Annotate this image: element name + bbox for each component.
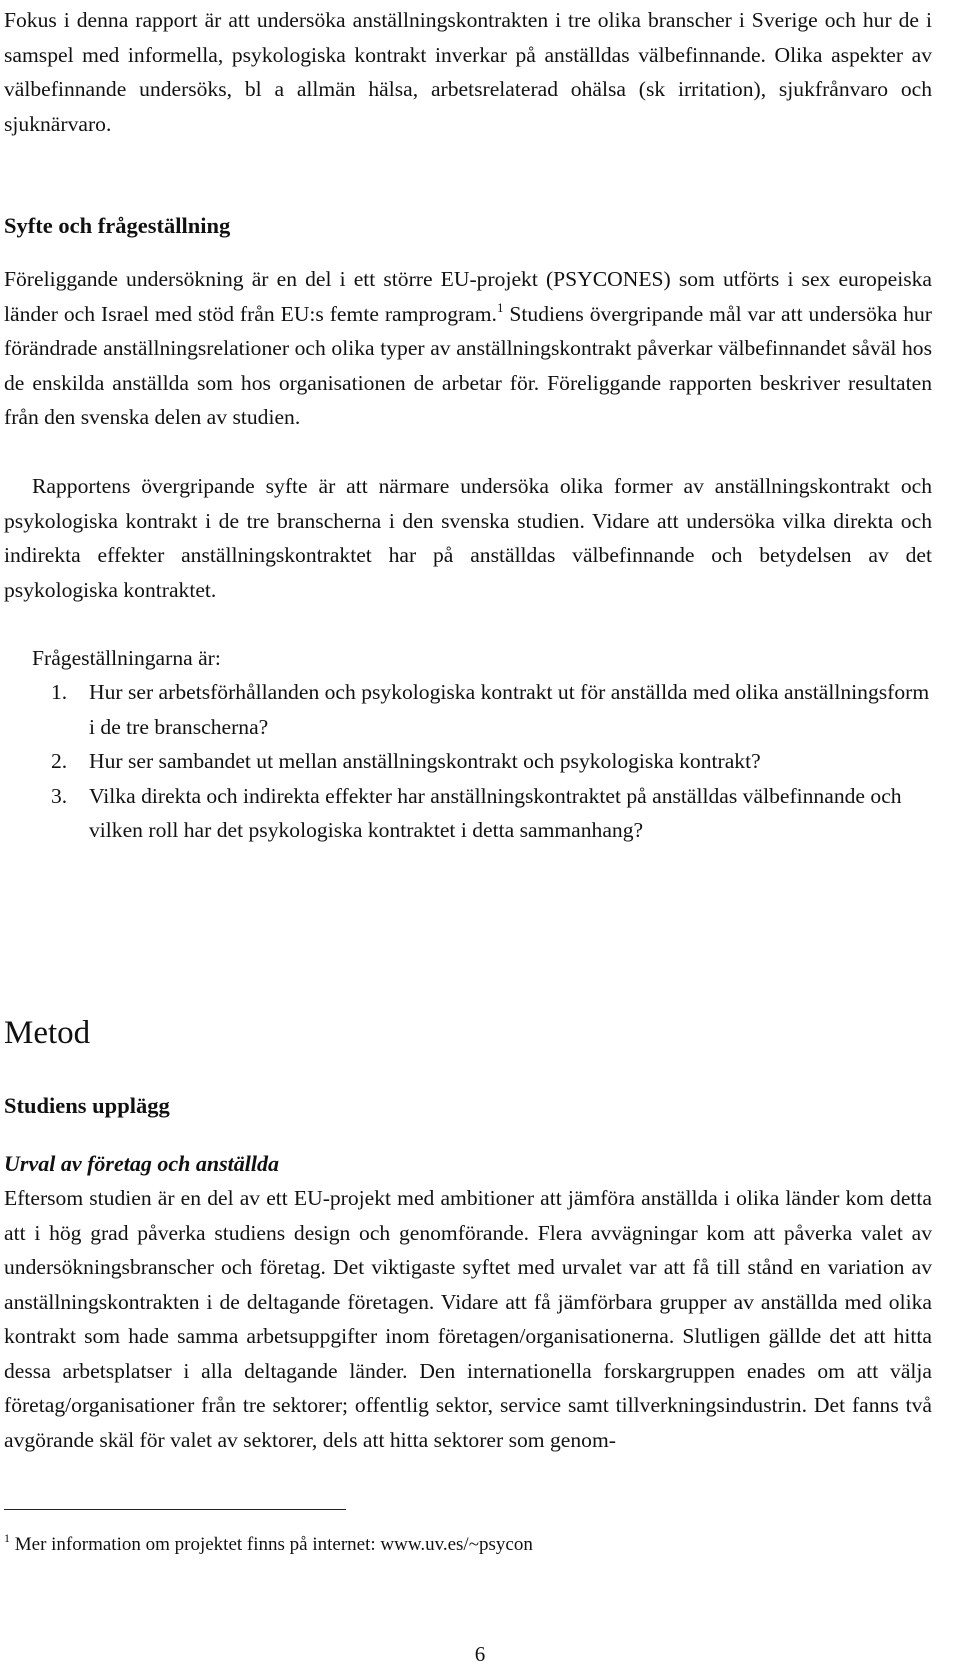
list-item-text: Hur ser arbetsförhållanden och psykologiska kontrakt ut för anställda med olika anställningsform i de tre branscherna? xyxy=(89,680,930,739)
footnote-reference[interactable]: 1 xyxy=(496,299,504,315)
list-item-text: Vilka direkta och indirekta effekter har anställningskontraktet på anställdas välbefinnande och vilken roll har det psykologiska kontraktet i detta sammanhang? xyxy=(89,783,902,842)
purpose-heading: Syfte och frågeställning xyxy=(4,213,231,238)
list-item-number: 3. xyxy=(51,783,68,808)
study-design-heading: Studiens upplägg xyxy=(4,1093,170,1118)
purpose-paragraph-1-rest: Studiens övergripande mål var att undersöka hur förändrade anställningsrelationer och olika typer av anställningskontrakt påverkar välbefinnandet såväl hos de enskilda anställda som hos organisationen de arbetar för. Föreliggande rapporten beskriver resultaten från den svenska delen av studien. xyxy=(4,301,932,429)
list-item xyxy=(0,744,932,779)
footnote xyxy=(4,1533,533,1557)
list-item-number: 2. xyxy=(51,749,68,773)
footnote-divider xyxy=(4,1509,346,1510)
method-paragraph: Eftersom studien är en del av ett EU-projekt med ambitioner att jämföra anställda i olika länder kom detta att i hög grad påverka studiens design och genomförande. Flera avvägningar kom att påverka valet av undersökningsbranscher och företag. Det viktigaste syftet med urvalet var att få till stånd en variation av anställningskontrakten i de deltagande företagen. Vidare att få jämförbara grupper av anställda med olika kontrakt som hade samma arbetsuppgifter inom företagen/organisationerna. Slutligen gällde det att hitta dessa arbetsplatser i alla deltagande länder. Den internationella forskargruppen enades om att välja företag/organisationer från tre sektorer; offentlig sektor, service samt tillverkningsindustrin. Det fanns två avgörande skäl för valet av sektorer, dels att hitta sektorer som genom- xyxy=(4,1186,932,1452)
footnote-text: Mer information om projektet finns på internet: www.uv.es/~psycon xyxy=(10,1534,533,1555)
list-item xyxy=(0,779,932,848)
footnote-marker: 1 xyxy=(4,1531,10,1545)
list-item-number: 1. xyxy=(51,680,68,704)
questions-list xyxy=(0,675,932,848)
purpose-paragraph-2: Rapportens övergripande syfte är att närmare undersöka olika former av anställningskontrakt och psykologiska kontrakt i de tre branscherna i den svenska studien. Vidare att undersöka vilka direkta och indirekta effekter anställningskontraktet har på anställdas välbefinnande och betydelsen av det psykologiska kontraktet. xyxy=(4,474,932,602)
page-number: 6 xyxy=(474,1642,486,1666)
sample-subheading: Urval av företag och anställda xyxy=(4,1151,279,1176)
questions-intro: Frågeställningarna är: xyxy=(32,646,221,670)
list-item-text: Hur ser sambandet ut mellan anställningskontrakt och psykologiska kontrakt? xyxy=(89,749,761,773)
method-heading: Metod xyxy=(4,1015,91,1051)
list-item xyxy=(0,675,932,744)
purpose-paragraph-1 xyxy=(4,262,932,435)
purpose-paragraph-1-start: Föreliggande undersökning är en del i ett större EU-projekt (PSYCONES) som utförts i sex europeiska länder och Israel med stöd från EU:s femte ramprogram. xyxy=(4,267,932,326)
intro-paragraph: Fokus i denna rapport är att undersöka anställningskontrakten i tre olika branscher i Sverige och hur de i samspel med informella, psykologiska kontrakt inverkar på anställdas välbefinnande. Olika aspekter av välbefinnande undersöks, bl a allmän hälsa, arbetsrelaterad ohälsa (sk irritation), sjukfrånvaro och sjuknärvaro. xyxy=(4,8,932,136)
